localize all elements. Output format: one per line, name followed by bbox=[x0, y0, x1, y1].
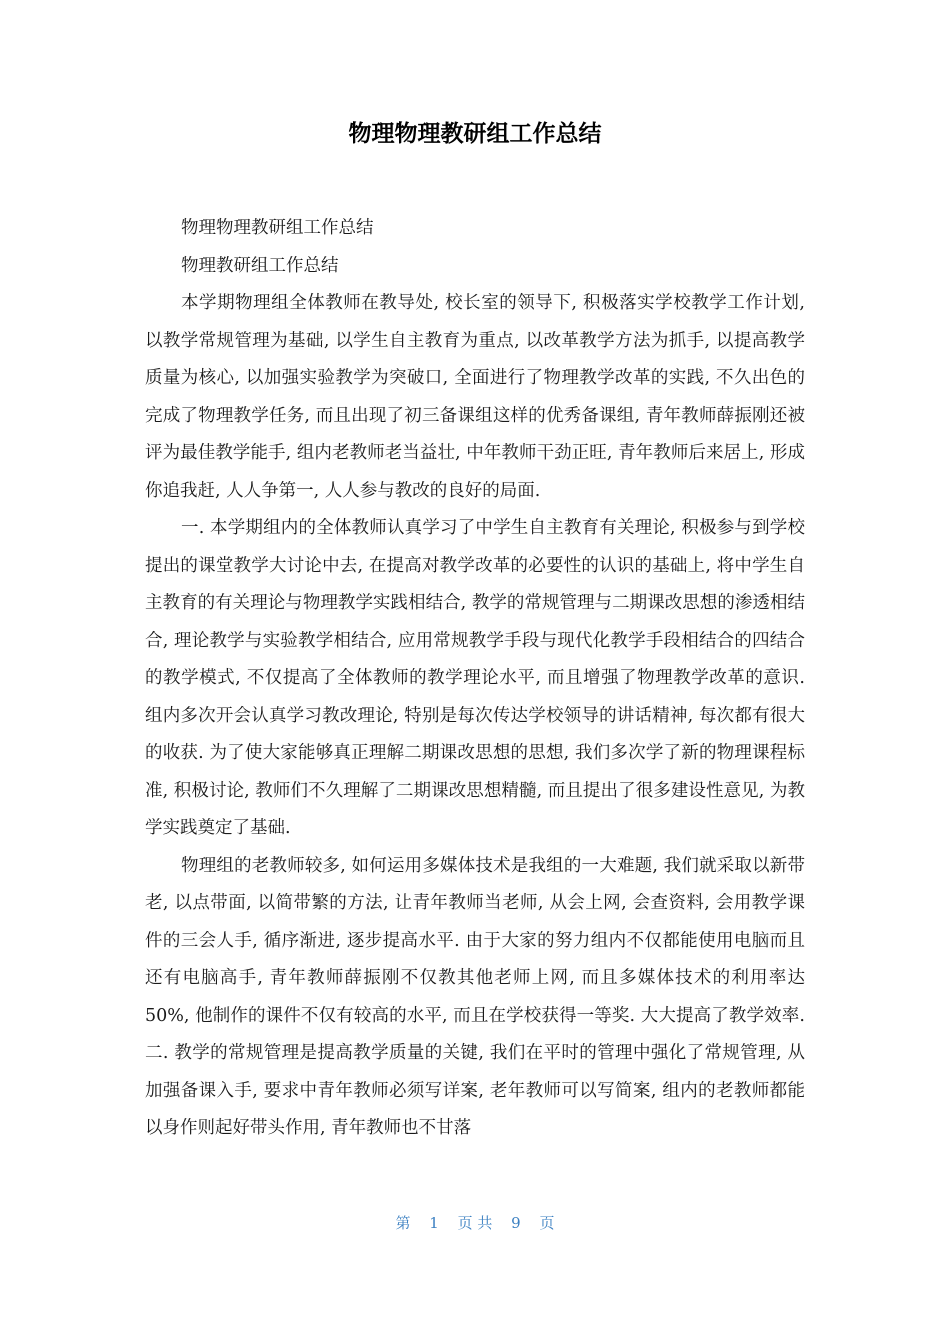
footer-middle: 页 共 bbox=[457, 1214, 493, 1232]
footer-current-page: 1 bbox=[429, 1214, 439, 1232]
document-title: 物理物理教研组工作总结 bbox=[348, 121, 602, 147]
page-footer bbox=[0, 1212, 950, 1234]
footer-total-pages: 9 bbox=[511, 1214, 521, 1232]
paragraph-subtitle: 物理物理教研组工作总结 bbox=[181, 218, 374, 238]
footer-suffix: 页 bbox=[539, 1214, 555, 1232]
footer-prefix: 第 bbox=[395, 1214, 411, 1232]
document-body bbox=[145, 210, 805, 1148]
paragraph-heading: 物理教研组工作总结 bbox=[181, 255, 339, 276]
paragraph-intro: 本学期物理组全体教师在教导处, 校长室的领导下, 积极落实学校教学工作计划, 以教学常规管理为基础, 以学生自主教育为重点, 以改革教学方法为抓手, 以提高教学质量为核心, 以加强实验教学为突破口, 全面进行了物理教学改革的实践, 不久出色的完成了物理教学任务, 而且出现了初三备课组这样的优秀备课组, 青年教师薛振刚还被评为最佳教学能手, 组内老教师老当益壮, 中年教师干劲正旺, 青年教师后来居上, 形成你追我赶, 人人争第一, 人人参与教改的良好的局面. bbox=[145, 293, 805, 501]
paragraph-section-one: 一. 本学期组内的全体教师认真学习了中学生自主教育有关理论, 积极参与到学校提出的课堂教学大讨论中去, 在提高对教学改革的必要性的认识的基础上, 将中学生自主教育的有关理论与物理教学实践相结合, 教学的常规管理与二期课改思想的渗透相结合, 理论教学与实验教学相结合, 应用常规教学手段与现代化教学手段相结合的四结合的教学模式, 不仅提高了全体教师的教学理论水平, 而且增强了物理教学改革的意识. 组内多次开会认真学习教改理论, 特别是每次传达学校领导的讲话精神, 每次都有很大的收获. 为了使大家能够真正理解二期课改思想的思想, 我们多次学了新的物理课程标准, 积极讨论, 教师们不久理解了二期课改思想精髓, 而且提出了很多建设性意见, 为教学实践奠定了基础. bbox=[145, 518, 805, 838]
paragraph-multimedia: 物理组的老教师较多, 如何运用多媒体技术是我组的一大难题, 我们就采取以新带老, 以点带面, 以简带繁的方法, 让青年教师当老师, 从会上网, 会查资料, 会用教学课件的三会人手, 循序渐进, 逐步提高水平. 由于大家的努力组内不仅都能使用电脑而且还有电脑高手, 青年教师薛振刚不仅教其他老师上网, 而且多媒体技术的利用率达 50%, 他制作的课件不仅有较高的水平, 而且在学校获得一等奖. 大大提高了教学效率. 二. 教学的常规管理是提高教学质量的关键, 我们在平时的管理中强化了常规管理, 从加强备课入手, 要求中青年教师必须写详案, 老年教师可以写简案, 组内的老教师都能以身作则起好带头作用, 青年教师也不甘落 bbox=[145, 855, 805, 1138]
